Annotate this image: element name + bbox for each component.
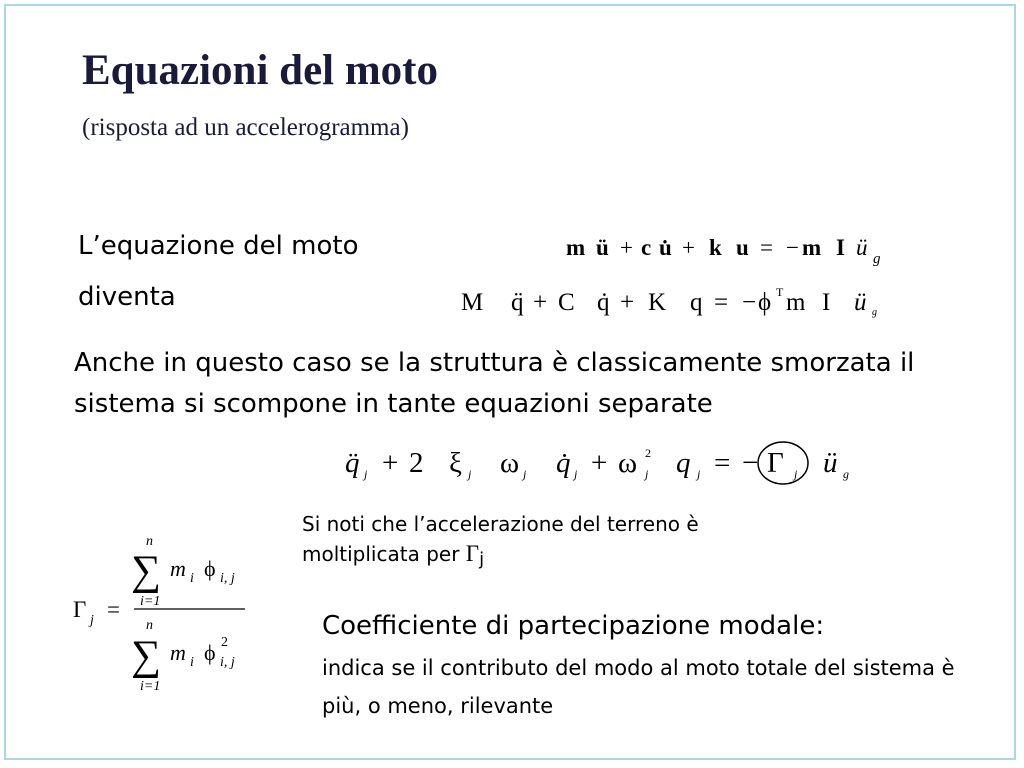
eq3-minus: − [742,447,759,479]
eq3-j6: j [697,467,701,481]
eq3-j2: j [468,467,472,481]
eq2-equals: = [714,289,729,316]
slide-title: Equazioni del moto [82,47,438,94]
eq4-den-n: n [146,618,153,633]
eq4-equals: = [107,597,120,622]
eq2-C: C [558,289,575,316]
eq4-j: j [90,613,94,628]
eq4-den-sigma: ∑ [131,633,161,679]
eq3-plus1: + [382,447,399,479]
coefficient-description: indica se il contributo del modo al moto totale del sistema è più, o meno, rilevante [322,656,955,718]
eq1-m2: m [802,235,822,260]
eq2-minus: − [742,289,757,316]
eq4-den-m: m [170,640,186,665]
eq4-den-mi: i [190,655,194,670]
eq4-den-sub: i, j [220,655,235,670]
eq3-sq: 2 [645,446,651,460]
eq3-two: 2 [409,447,424,479]
eq1-du: u̇ [659,235,672,260]
eq1-m: m [566,235,586,260]
eq1-ug: ü [856,235,868,260]
eq3-q: q [676,447,691,479]
text-paragraph-decomposition: Anche in questo caso se la struttura è classicamente smorzata il sistema si scompone in tante equazioni separate [74,348,915,419]
eq3-plus2: + [591,447,608,479]
eq2-phi: ϕ [758,289,772,316]
eq3-omega: ω [500,447,520,479]
eq3-ug: ü [823,447,838,479]
eq2-m: m [786,289,806,316]
text-line-equation: L’equazione del moto [78,231,359,261]
eq4-den-i: i=1 [140,679,161,694]
note-gamma-symbol: Γ [465,541,480,566]
eq3-g: g [843,467,849,481]
eq2-K: K [648,289,667,316]
eq3-xi: ξ [449,447,462,479]
coefficient-heading: Coefficiente di partecipazione modale: [322,611,825,641]
eq1-k: k [709,235,722,260]
eq3-equals: = [714,447,731,479]
eq1-equals: = [760,235,773,260]
eq1-u: u [736,235,749,260]
eq3-j7: j [794,467,798,481]
eq4-num-m: m [170,556,186,581]
eq2-ug: ü [854,289,867,316]
eq1-I: I [836,235,845,260]
equation-decoupled-modal [345,442,849,484]
eq4-num-mi: i [190,571,194,586]
eq2-T: T [776,285,784,299]
equation-matrix-motion [566,235,881,267]
eq2-ddq: q̈ [511,289,524,316]
eq2-I: I [822,289,831,316]
note-text: Si noti che l’accelerazione del terreno è moltiplicata per [302,512,699,566]
eq4-num-i: i=1 [140,594,161,609]
eq1-plus1: + [620,235,633,260]
eq4-num-sigma: ∑ [131,548,161,594]
eq3-j3: j [523,467,527,481]
eq2-g: g [872,307,877,318]
eq4-den-sup: 2 [221,635,228,650]
eq4-Gamma: Γ [73,597,87,622]
eq2-plus1: + [533,289,548,316]
equation-modal-motion [461,285,877,318]
eq3-Gamma: Γ [767,447,784,479]
eq2-q: q [690,289,703,316]
eq4-num-n: n [146,534,153,549]
eq4-num-phi: ϕ [204,556,216,581]
eq3-j5: j [645,467,649,481]
eq3-dq: q̇ [556,447,571,479]
eq2-plus2: + [620,289,635,316]
slide-subtitle: (risposta ad un accelerogramma) [82,114,409,141]
eq3-j1: j [364,467,368,481]
eq1-g: g [873,251,881,267]
eq2-dq: q̇ [597,289,610,316]
eq1-ddu: ü [596,235,609,260]
eq3-j4: j [574,467,578,481]
eq3-omega2: ω [618,447,638,479]
note-gamma-subscript: j [479,549,485,570]
eq1-plus2: + [682,235,695,260]
eq4-num-sub: i, j [220,571,235,586]
text-line-becomes: diventa [78,282,176,312]
equation-participation-factor [73,534,245,694]
eq3-ddq: q̈ [345,447,360,479]
eq1-minus: − [786,235,799,260]
eq2-M: M [461,289,484,316]
eq4-den-phi: ϕ [204,640,216,665]
eq1-c: c [641,235,652,260]
